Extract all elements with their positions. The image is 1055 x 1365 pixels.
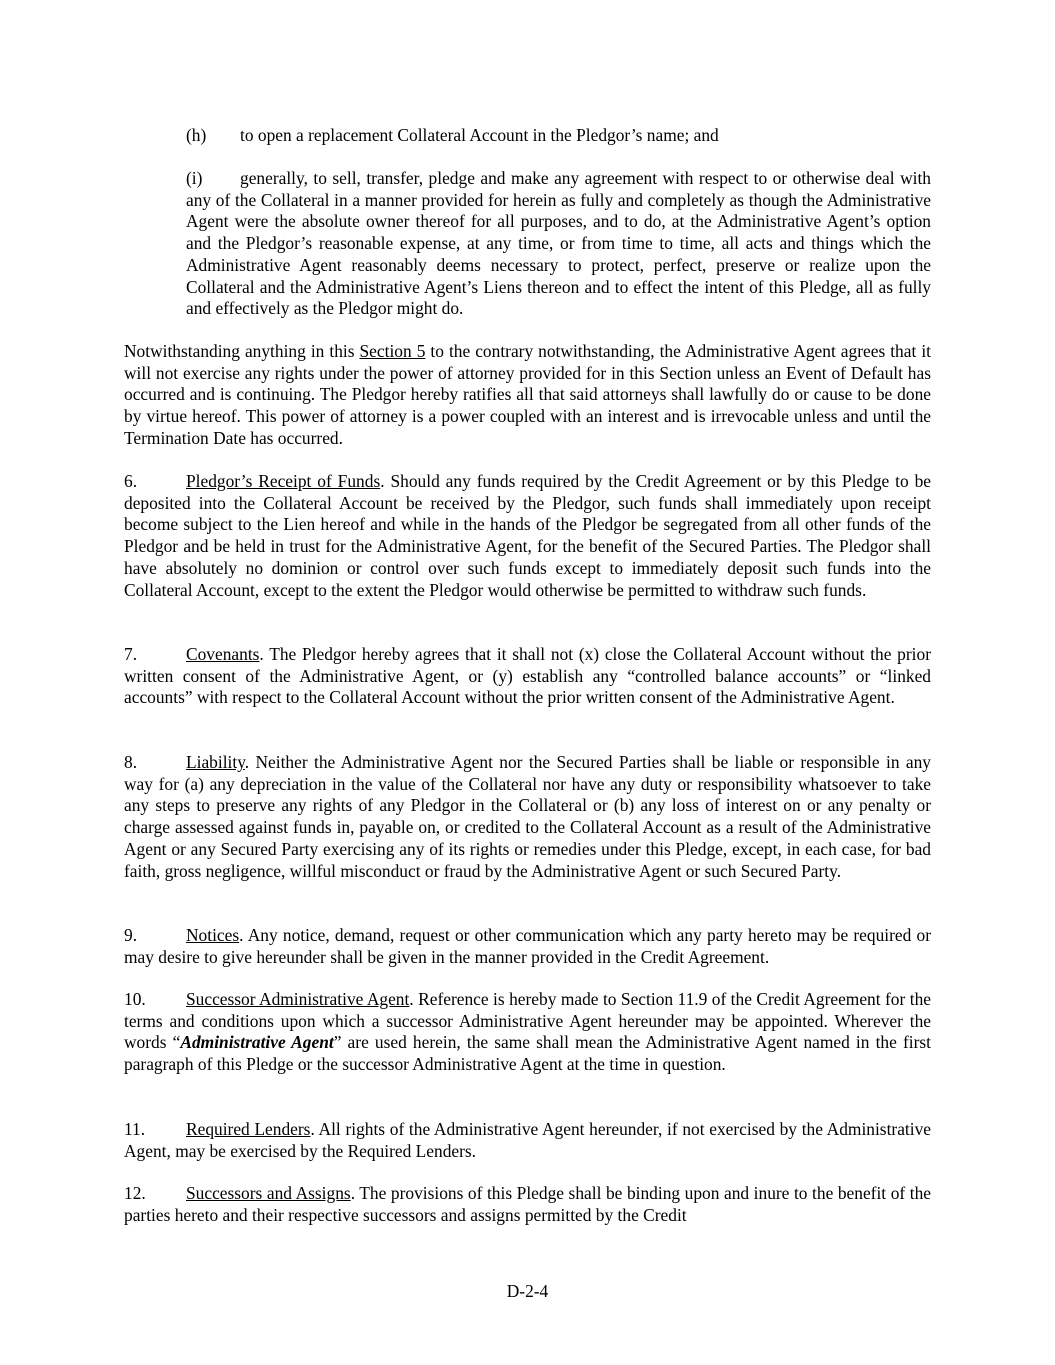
section-number: 7. [124,644,138,664]
item-h-label: (h) [186,125,207,145]
section-text: . Neither the Administrative Agent nor the Secured Parties shall be liable or responsible in any way for (a) any depreciation in the value of the Collateral nor have any duty or responsibility whatsoever to take any steps to preserve any rights of any Pledgor in the Collateral or (b) any loss of interest on or any penalty or charge assessed against funds in, payable on, or credited to the Collateral Account as a result of the Administrative Agent or any Secured Party exercising any of its rights or remedies under this Pledge, except, in each case, for bad faith, gross negligence, willful misconduct or fraud by the Administrative Agent or such Secured Party. [124,752,931,881]
section-10 [124,989,931,1076]
section-number: 6. [124,471,138,491]
section-7 [124,644,931,709]
notwithstanding-paragraph [124,341,931,450]
section-number: 11. [124,1119,146,1139]
section-number: 9. [124,925,138,945]
section-text: . Reference is hereby made to Section 11.9 of the Credit Agreement for the terms and conditions upon which a successor Administrative Agent hereunder may be appointed. Wherever the words “ [124,989,931,1053]
notwithstanding-text-start: Notwithstanding anything in this [124,341,360,361]
section-text: . The provisions of this Pledge shall be binding upon and inure to the benefit of the parties hereto and their respective successors and assigns permitted by the Credit [124,1183,932,1225]
notwithstanding-text-end: to the contrary notwithstanding, the Administrative Agent agrees that it will not exercise any rights under the power of attorney provided for in this Section unless an Event of Default has occurred and is continuing. The Pledgor hereby ratifies all that said attorneys shall lawfully do or cause to be done by virtue hereof. This power of attorney is a power coupled with an interest and is irrevocable unless and until the Termination Date has occurred. [124,341,931,448]
item-i-label: (i) [186,168,203,188]
item-i [186,168,931,320]
section-6 [124,471,931,601]
section-heading: Successors and Assigns [186,1183,351,1203]
item-i-text: generally, to sell, transfer, pledge and make any agreement with respect to or otherwise deal with any of the Collateral in a manner provided for herein as fully and completely as though the Administrative Agent were the absolute owner thereof for all purposes, and to do, at the Administrative Agent’s option and the Pledgor’s reasonable expense, at any time, or from time to time, all acts and things which the Administrative Agent reasonably deems necessary to protect, perfect, preserve or realize upon the Collateral and the Administrative Agent’s Liens thereon and to effect the intent of this Pledge, all as fully and effectively as the Pledgor might do. [186,168,931,319]
item-h [186,125,931,147]
section-reference: Section 5 [359,341,426,361]
section-heading: Notices [186,925,240,945]
section-number: 10. [124,989,146,1009]
section-heading: Successor Administrative Agent [186,989,410,1009]
section-number: 8. [124,752,138,772]
item-h-text: to open a replacement Collateral Account in the Pledgor’s name; and [240,125,719,145]
section-text: . Any notice, demand, request or other communication which any party hereto may be required or may desire to give hereunder shall be given in the manner provided in the Credit Agreement. [124,925,931,967]
section-text: . Should any funds required by the Credit Agreement or by this Pledge to be deposited into the Collateral Account be received by the Pledgor, such funds shall immediately upon receipt become subject to the Lien hereof and while in the hands of the Pledgor be segregated from all other funds of the Pledgor and be held in trust for the Administrative Agent, for the benefit of the Secured Parties. The Pledgor shall have absolutely no dominion or control over such funds except to immediately deposit such funds into the Collateral Account, except to the extent the Pledgor would otherwise be permitted to withdraw such funds. [124,471,932,600]
defined-term: Administrative Agent [180,1032,334,1053]
section-12 [124,1183,931,1226]
section-number: 12. [124,1183,146,1203]
page-number: D-2-4 [506,1281,549,1301]
section-11 [124,1119,931,1162]
section-text: . The Pledgor hereby agrees that it shall not (x) close the Collateral Account without the prior written consent of the Administrative Agent, or (y) establish any “controlled balance accounts” or “linked accounts” with respect to the Collateral Account without the prior written consent of the Administrative Agent. [124,644,931,708]
section-text: ” are used herein, the same shall mean the Administrative Agent named in the first paragraph of this Pledge or the successor Administrative Agent at the time in question. [124,1032,931,1075]
section-heading: Required Lenders [186,1119,311,1139]
section-heading: Liability [186,752,245,772]
section-8 [124,752,931,882]
section-text: . All rights of the Administrative Agent hereunder, if not exercised by the Administrative Agent, may be exercised by the Required Lenders. [124,1119,931,1161]
section-9 [124,925,931,968]
section-heading: Covenants [186,644,260,664]
section-heading: Pledgor’s Receipt of Funds [186,471,381,491]
